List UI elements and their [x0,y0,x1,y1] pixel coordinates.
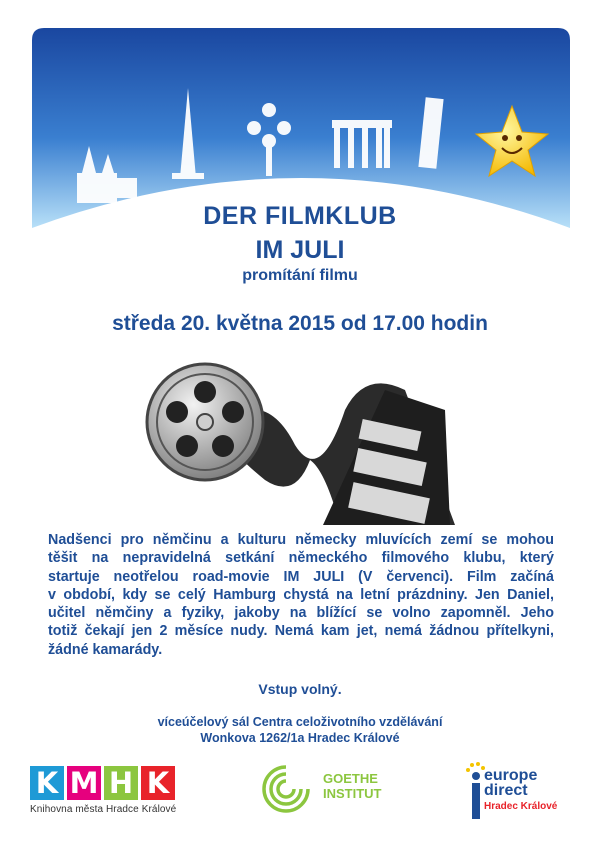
europe-direct-line3: Hradec Králové [484,801,558,812]
event-title-line2: IM JULI [255,236,345,264]
kmhk-logo [30,766,176,815]
kmhk-caption: Knihovna města Hradce Králové [30,804,177,815]
entry-note: Vstup volný. [258,681,342,697]
description-line: těšit na nepravidelná setkání německého filmového klubu, který [48,550,554,567]
film-reel-illustration [145,350,465,525]
europe-direct-i-icon [466,762,486,824]
kmhk-letter: K [141,766,175,800]
goethe-institut-logo [255,763,395,813]
description-line: Nadšenci pro němčinu a kulturu německy mluvících zemí se mohou [48,532,554,548]
europe-direct-logo [466,758,576,823]
description-line: startuje neotřelou road-movie IM JULI (V červenci). Film začíná [48,568,554,585]
venue-info [0,714,600,746]
kmhk-letter: K [30,766,64,800]
event-date: středa 20. května 2015 od 17.00 hodin [112,312,488,335]
description-line: žádné kamarády. [48,641,163,658]
description-line: totiž čekají jen 2 měsíce nudy. Nemá kam jet, nemá žádnou přítelkyni, [48,623,554,640]
europe-direct-line2: direct [484,782,528,799]
event-title-line1: DER FILMKLUB [203,202,397,230]
kmhk-letter: H [104,766,138,800]
film-description [48,531,554,659]
goethe-line1: GOETHE [323,771,378,786]
event-subtitle: promítání filmu [242,267,358,284]
kmhk-letter: M [67,766,101,800]
europe-direct-line1: europe [484,767,538,784]
description-line: v období, kdy se celý Hamburg chystá na letní prázdniny. Jen Daniel, [48,586,554,603]
venue-line2: Wonkova 1262/1a Hradec Králové [200,731,400,745]
venue-line1: víceúčelový sál Centra celoživotního vzdělávání [157,715,443,729]
goethe-swirl-icon [255,763,317,813]
description-line: učitel němčiny a fyziky, jakoby na blížící se volno zapomněl. Jeho [48,605,554,622]
goethe-line2: INSTITUT [323,786,382,801]
